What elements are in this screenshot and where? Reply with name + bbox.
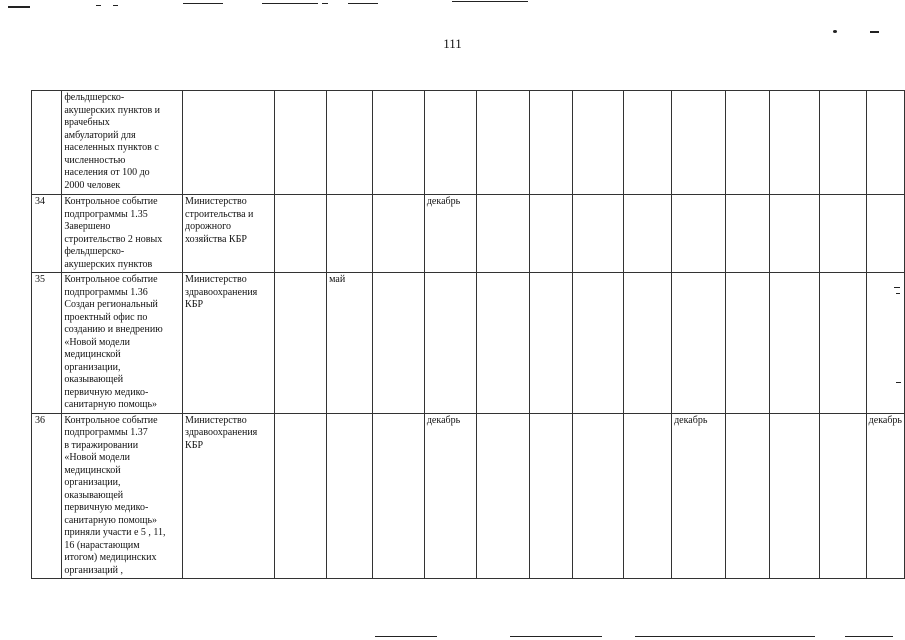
period-cell — [373, 91, 425, 195]
executor-cell-text: Министерство здравоохранения КБР — [185, 414, 258, 451]
period-cell — [672, 273, 726, 414]
period-cell — [820, 91, 866, 195]
period-cell — [726, 413, 769, 579]
period-cell — [573, 91, 624, 195]
row-number-cell — [32, 413, 62, 579]
page-number: 111 — [443, 36, 462, 51]
period-cell — [529, 413, 572, 579]
period-cell — [529, 91, 572, 195]
event-cell-text: Контрольное событие подпрограммы 1.36 Создан региональный проектный офис по созданию и внедрению «Новой модели медицинской организации, оказывающей первичную медико- санитарную помощь» — [64, 274, 163, 410]
scan-mark — [375, 636, 437, 637]
period-cell-text: май — [329, 274, 346, 285]
period-cell — [373, 273, 425, 414]
period-cell — [624, 91, 672, 195]
row-number-cell — [32, 91, 62, 195]
period-cell — [726, 195, 769, 273]
period-cell — [866, 413, 904, 579]
period-cell — [373, 413, 425, 579]
event-cell — [62, 413, 183, 579]
period-cell — [769, 413, 820, 579]
event-cell — [62, 195, 183, 273]
period-cell — [327, 273, 373, 414]
scan-dot — [833, 30, 837, 33]
period-cell — [769, 91, 820, 195]
period-cell — [573, 195, 624, 273]
period-cell — [624, 195, 672, 273]
period-cell — [327, 413, 373, 579]
period-cell — [327, 195, 373, 273]
event-cell-text: фельдшерско- акушерских пунктов и врачебных амбулаторий для населенных пунктов с численностью населения от 100 до 2000 человек — [64, 92, 161, 191]
period-cell — [624, 273, 672, 414]
period-cell — [477, 273, 530, 414]
table-row — [32, 195, 905, 273]
period-cell — [424, 195, 476, 273]
executor-cell-text: Министерство здравоохранения КБР — [185, 274, 258, 310]
period-cell — [866, 91, 904, 195]
period-cell — [275, 195, 327, 273]
period-cell — [769, 195, 820, 273]
period-cell — [820, 413, 866, 579]
period-cell — [275, 273, 327, 414]
scan-mark — [113, 5, 118, 6]
period-cell — [373, 195, 425, 273]
period-cell — [477, 195, 530, 273]
period-cell-text: декабрь — [426, 414, 461, 426]
period-cell — [529, 195, 572, 273]
period-cell — [866, 273, 904, 414]
period-cell — [672, 91, 726, 195]
period-cell — [573, 273, 624, 414]
scan-mark — [8, 6, 30, 8]
scan-mark — [322, 3, 328, 4]
period-cell — [769, 273, 820, 414]
period-cell — [726, 91, 769, 195]
period-cell — [624, 413, 672, 579]
period-cell — [424, 413, 476, 579]
executor-cell — [183, 195, 275, 273]
period-cell — [820, 273, 866, 414]
scan-mark — [262, 3, 318, 4]
period-cell — [672, 195, 726, 273]
table-row — [32, 413, 905, 579]
period-cell-text: декабрь — [674, 414, 708, 426]
table-row — [32, 91, 905, 195]
event-cell-text: Контрольное событие подпрограммы 1.35 Завершено строительство 2 новых фельдшерско- акушерских пунктов — [64, 196, 163, 270]
period-cell — [275, 91, 327, 195]
executor-cell — [183, 91, 275, 195]
period-cell-text: декабрь — [868, 414, 902, 426]
period-cell — [327, 91, 373, 195]
period-cell — [424, 91, 476, 195]
event-cell-text: Контрольное событие подпрограммы 1.37 в тиражировании «Новой модели медицинской организации, оказывающей первичную медико- санитарную помощь» приняли участи е 5 , 11, 16 (нарастающим итогом) медицинских организаций , — [64, 414, 166, 576]
period-cell — [726, 273, 769, 414]
period-cell — [866, 195, 904, 273]
scan-mark — [183, 3, 223, 4]
executor-cell — [183, 273, 275, 414]
period-cell — [573, 413, 624, 579]
table-row — [32, 273, 905, 414]
event-cell — [62, 273, 183, 414]
executor-cell-text: Министерство строительства и дорожного хозяйства КБР — [185, 196, 254, 245]
period-cell — [275, 413, 327, 579]
scan-mark — [348, 3, 378, 4]
scan-mark — [845, 636, 893, 637]
period-cell-text: декабрь — [426, 196, 461, 207]
scan-mark — [452, 1, 528, 2]
row-number-cell-text: 34 — [35, 196, 45, 207]
row-number-cell-text: 36 — [35, 414, 45, 426]
scan-mark — [635, 636, 815, 637]
row-number-cell — [32, 273, 62, 414]
period-cell — [672, 413, 726, 579]
period-cell — [820, 195, 866, 273]
period-cell — [529, 273, 572, 414]
event-schedule-table — [31, 90, 905, 579]
row-number-cell — [32, 195, 62, 273]
scan-mark — [96, 5, 101, 6]
executor-cell — [183, 413, 275, 579]
period-cell — [424, 273, 476, 414]
event-cell — [62, 91, 183, 195]
scan-mark — [510, 636, 602, 637]
period-cell — [477, 413, 530, 579]
period-cell — [477, 91, 530, 195]
scan-mark — [870, 31, 879, 33]
row-number-cell-text: 35 — [35, 274, 45, 285]
